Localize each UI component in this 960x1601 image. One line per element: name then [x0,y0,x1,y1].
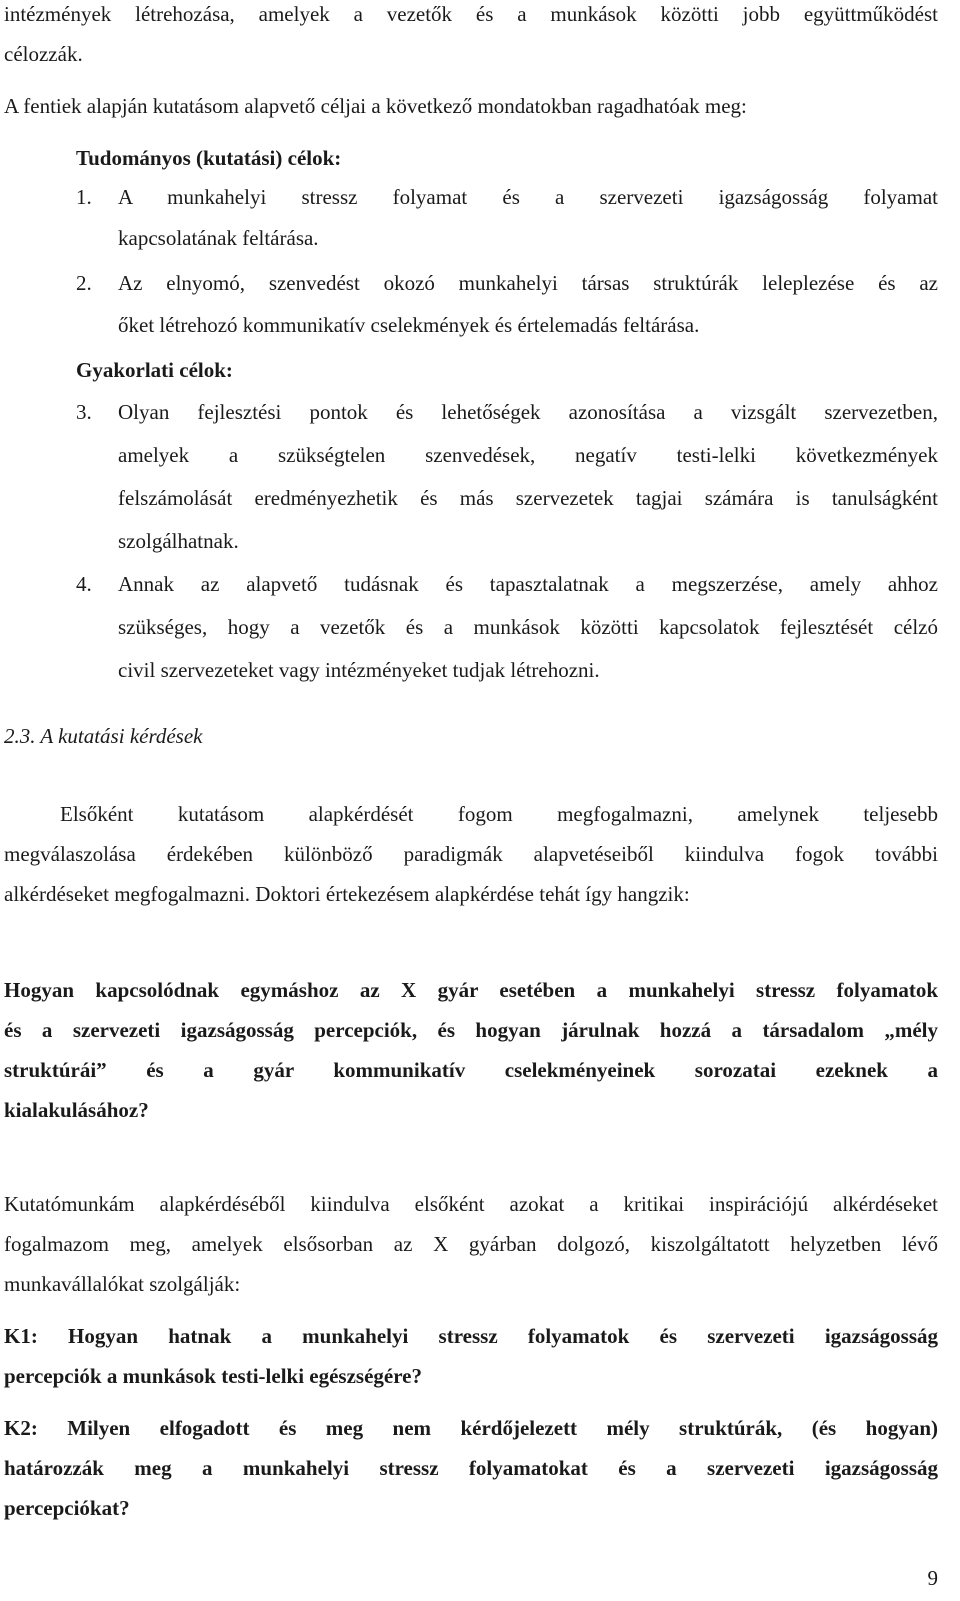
paragraph-line: alkérdéseket megfogalmazni. Doktori értekezésem alapkérdése tehát így hangzik: [4,882,690,906]
list-item-line: civil szervezeteket vagy intézményeket tudjak létrehozni. [118,658,600,682]
research-question-k1-line: K1: Hogyan hatnak a munkahelyi stressz folyamatok és szervezeti igazságosság [4,1324,938,1348]
paragraph-line: Kutatómunkám alapkérdéséből kiindulva elsőként azokat a kritikai inspirációjú alkérdéseket [4,1192,938,1216]
intro-line: A fentiek alapján kutatásom alapvető céljai a következő mondatokban ragadhatóak meg: [4,94,747,118]
main-question-line: Hogyan kapcsolódnak egymáshoz az X gyár esetében a munkahelyi stressz folyamatok [4,978,938,1002]
list-item-number: 3. [76,400,92,424]
list-item-line: kapcsolatának feltárása. [118,226,319,250]
list-item-line: szükséges, hogy a vezetők és a munkások közötti kapcsolatok fejlesztését célzó [118,615,938,639]
list-item-line: szolgálhatnak. [118,529,239,553]
list-item-line: felszámolását eredményezhetik és más szervezetek tagjai számára is tanulságként [118,486,938,510]
list-item-line: Az elnyomó, szenvedést okozó munkahelyi társas struktúrák leleplezése és az [118,271,938,295]
research-question-k2-line: határozzák meg a munkahelyi stressz folyamatokat és a szervezeti igazságosság [4,1456,938,1480]
paragraph-line: munkavállalókat szolgálják: [4,1272,241,1296]
intro-line: intézmények létrehozása, amelyek a vezetők és a munkások közötti jobb együttműködést [4,2,938,26]
research-question-k2-line: percepciókat? [4,1496,130,1520]
list-item-line: amelyek a szükségtelen szenvedések, negatív testi-lelki következmények [118,443,938,467]
list-item-number: 4. [76,572,92,596]
main-question-line: struktúrái” és a gyár kommunikatív cselekményeinek sorozatai ezeknek a [4,1058,938,1082]
list-item-number: 2. [76,271,92,295]
section-heading: 2.3. A kutatási kérdések [4,724,203,748]
practical-goals-heading: Gyakorlati célok: [76,358,233,382]
intro-line: célozzák. [4,42,83,66]
scientific-goals-heading: Tudományos (kutatási) célok: [76,146,342,170]
paragraph-line: fogalmazom meg, amelyek elsősorban az X gyárban dolgozó, kiszolgáltatott helyzetben lévő [4,1232,938,1256]
research-question-k1-line: percepciók a munkások testi-lelki egészségére? [4,1364,423,1388]
list-item-number: 1. [76,185,92,209]
list-item-line: Annak az alapvető tudásnak és tapasztalatnak a megszerzése, amely ahhoz [118,572,938,596]
main-question-line: kialakulásához? [4,1098,149,1122]
list-item-line: A munkahelyi stressz folyamat és a szervezeti igazságosság folyamat [118,185,938,209]
page-number: 9 [927,1566,938,1590]
list-item-line: őket létrehozó kommunikatív cselekmények és értelemadás feltárása. [118,313,700,337]
paragraph-line: Elsőként kutatásom alapkérdését fogom megfogalmazni, amelynek teljesebb [60,802,938,826]
list-item-line: Olyan fejlesztési pontok és lehetőségek azonosítása a vizsgált szervezetben, [118,400,938,424]
research-question-k2-line: K2: Milyen elfogadott és meg nem kérdőjelezett mély struktúrák, (és hogyan) [4,1416,938,1440]
main-question-line: és a szervezeti igazságosság percepciók, és hogyan járulnak hozzá a társadalom „mély [4,1018,938,1042]
paragraph-line: megválaszolása érdekében különböző paradigmák alapvetéseiből kiindulva fogok további [4,842,938,866]
